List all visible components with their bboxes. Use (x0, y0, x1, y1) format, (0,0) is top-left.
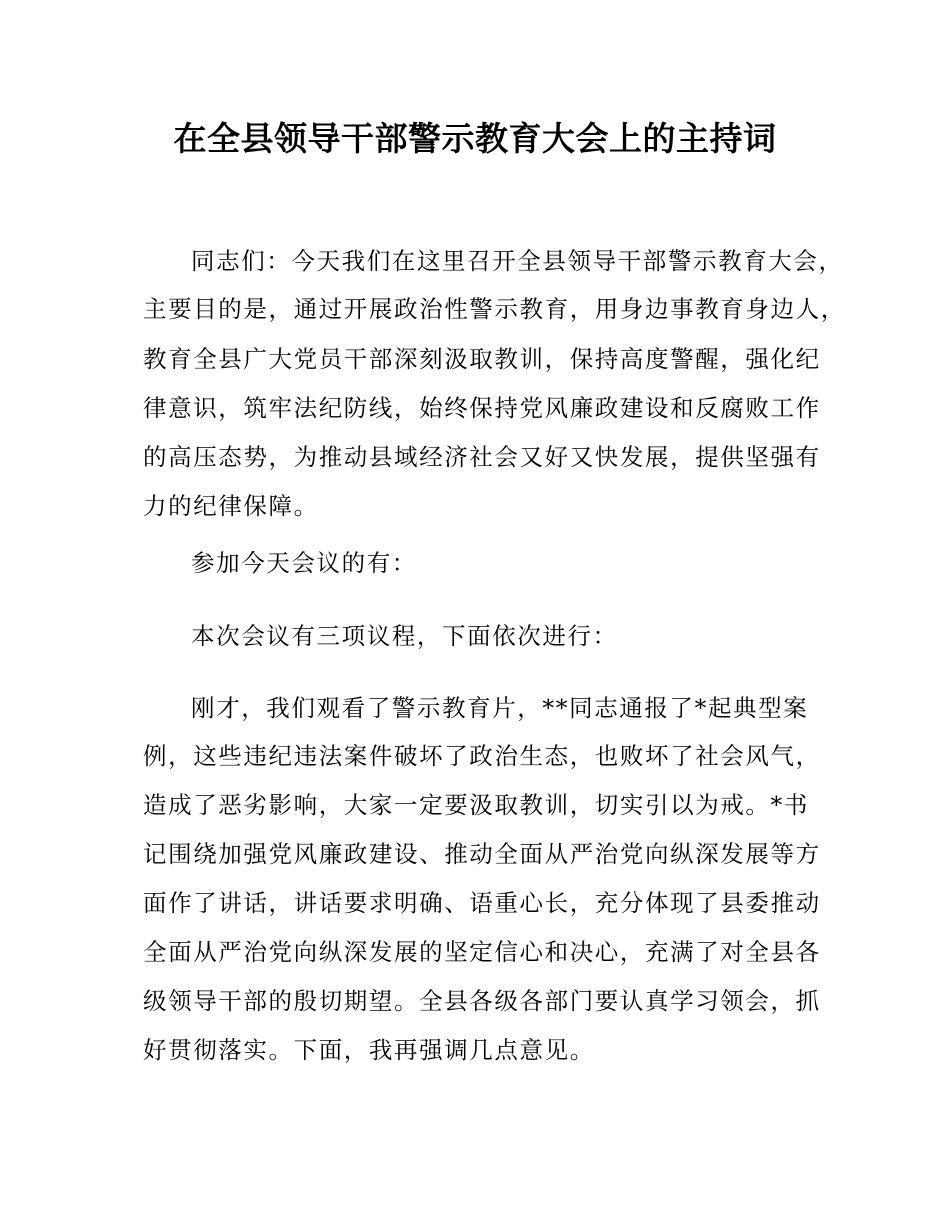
text-line: 本次会议有三项议程，下面依次进行： (191, 622, 618, 650)
text-line: 教育全县广大党员干部深刻汲取教训，保持高度警醒，强化纪 (143, 345, 821, 373)
text-line: 刚才，我们观看了警示教育片，**同志通报了*起典型案 (191, 694, 809, 722)
text-line: 记围绕加强党风廉政建设、推动全面从严治党向纵深发展等方 (143, 840, 821, 868)
text-line: 主要目的是，通过开展政治性警示教育，用身边事教育身边人， (143, 295, 846, 323)
text-line: 律意识，筑牢法纪防线，始终保持党风廉政建设和反腐败工作 (143, 394, 821, 422)
text-line: 参加今天会议的有： (191, 549, 417, 577)
text-line: 例，这些违纪违法案件破坏了政治生态，也败坏了社会风气， (143, 742, 821, 770)
text-line: 同志们：今天我们在这里召开全县领导干部警示教育大会， (191, 247, 844, 275)
text-line: 造成了恶劣影响，大家一定要汲取教训，切实引以为戒。*书 (143, 791, 809, 819)
text-line: 力的纪律保障。 (143, 492, 319, 520)
document-title: 在全县领导干部警示教育大会上的主持词 (173, 119, 777, 158)
text-line: 全面从严治党向纵深发展的坚定信心和决心，充满了对全县各 (143, 938, 821, 966)
text-line: 面作了讲话，讲话要求明确、语重心长，充分体现了县委推动 (143, 889, 821, 917)
text-line: 级领导干部的殷切期望。全县各级各部门要认真学习领会，抓 (143, 987, 821, 1015)
text-line: 好贯彻落实。下面，我再强调几点意见。 (143, 1036, 595, 1064)
text-line: 的高压态势，为推动县域经济社会又好又快发展，提供坚强有 (143, 443, 821, 471)
